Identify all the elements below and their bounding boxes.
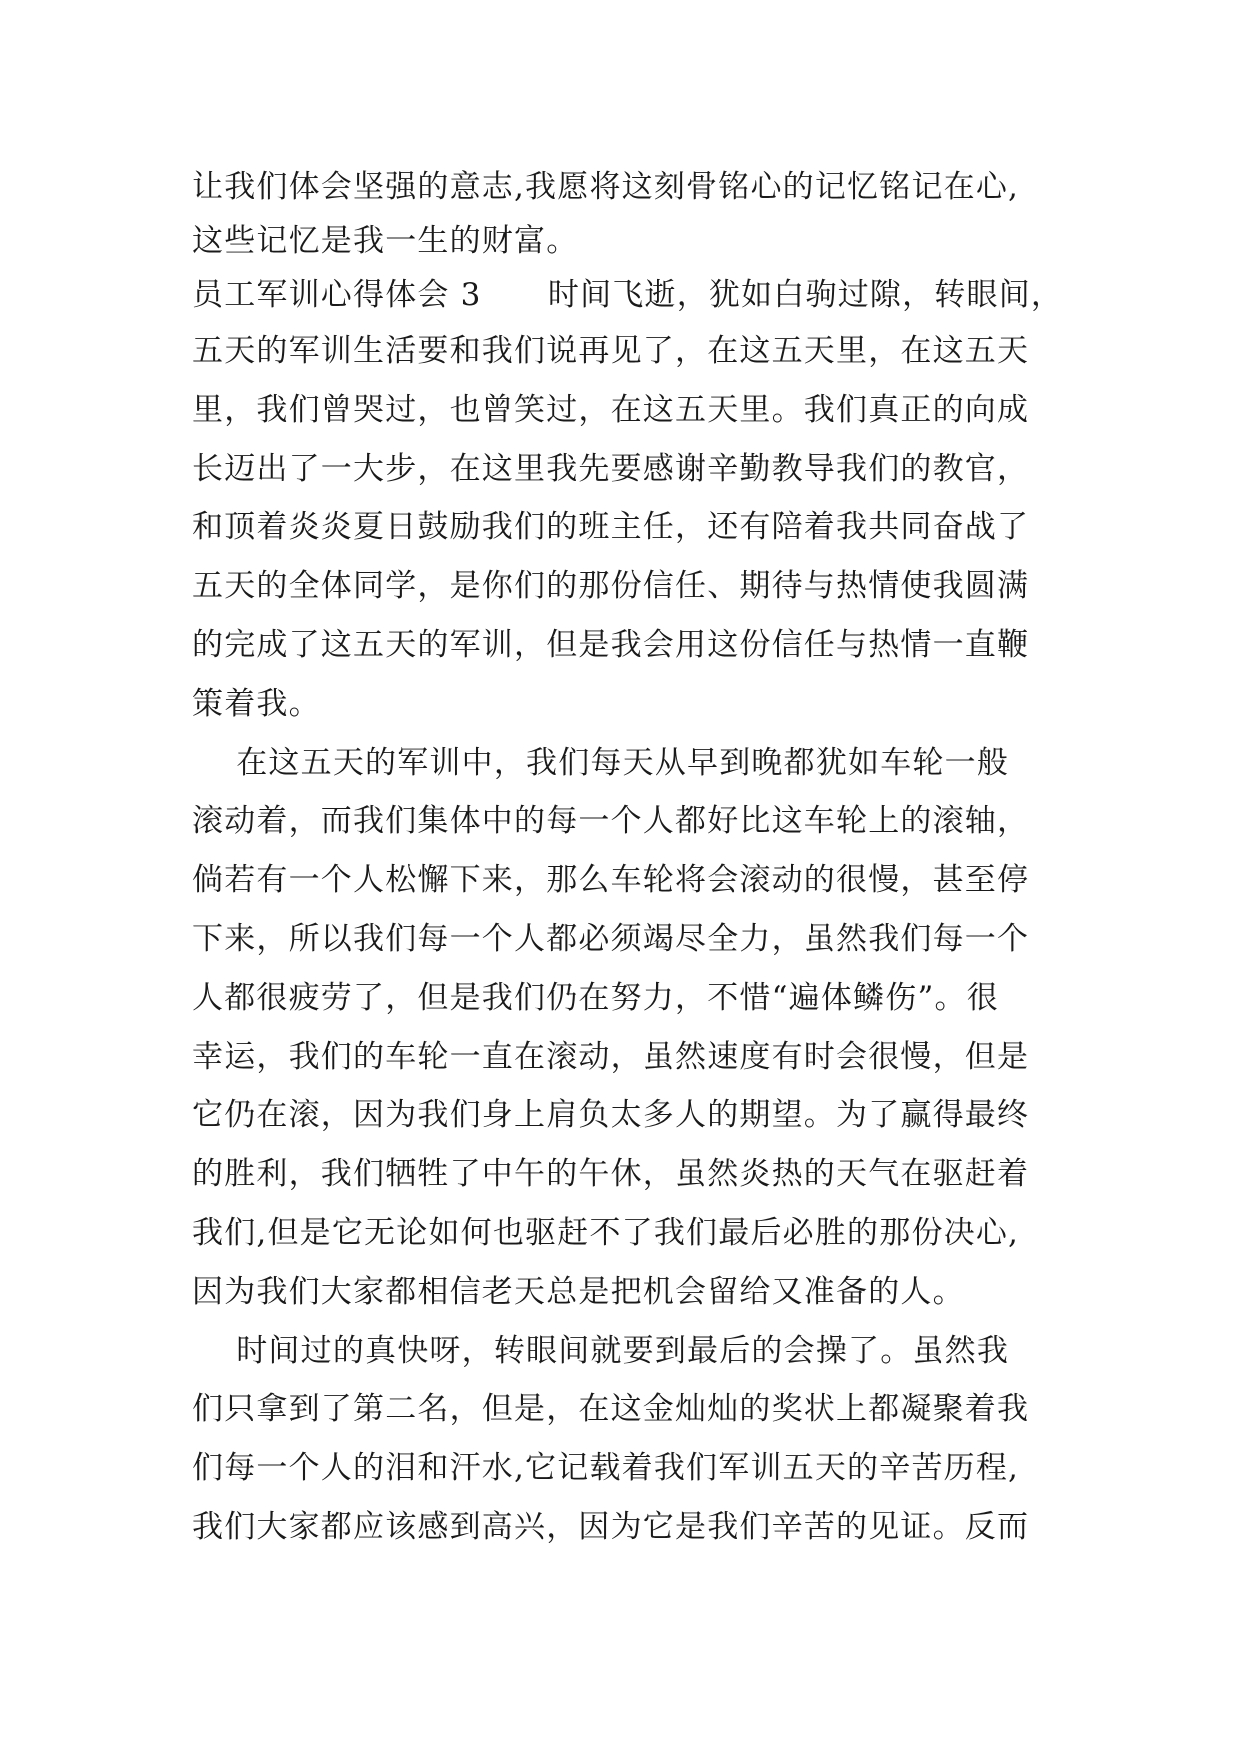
- text-line: 的完成了这五天的军训，但是我会用这份信任与热情一直鞭: [192, 626, 1030, 663]
- text-line: 滚动着，而我们集体中的每一个人都好比这车轮上的滚轴，: [192, 803, 1030, 840]
- text-line: 五天的全体同学，是你们的那份信任、期待与热情使我圆满: [192, 568, 1030, 605]
- text-line: 下来，所以我们每一个人都必须竭尽全力，虽然我们每一个: [192, 920, 1030, 957]
- text-line: 在这五天的军训中，我们每天从早到晚都犹如车轮一般: [192, 744, 1010, 781]
- text-line: 人都很疲劳了，但是我们仍在努力，不惜“遍体鳞伤”。很: [192, 979, 999, 1016]
- text-line: 策着我。: [192, 685, 321, 722]
- text-line: 的胜利，我们牺牲了中午的午休，虽然炎热的天气在驱赶着: [192, 1156, 1030, 1193]
- section-heading-line: 员工军训心得体会 3 时间飞逝，犹如白驹过隙，转眼间，: [192, 277, 1064, 313]
- text-line: 倘若有一个人松懈下来，那么车轮将会滚动的很慢，甚至停: [192, 862, 1030, 899]
- text-line: 们只拿到了第二名，但是，在这金灿灿的奖状上都凝聚着我: [192, 1391, 1030, 1428]
- text-line: 时间过的真快呀，转眼间就要到最后的会操了。虽然我: [192, 1332, 1010, 1369]
- text-line: 五天的军训生活要和我们说再见了，在这五天里，在这五天: [192, 333, 1030, 369]
- document-body: [192, 160, 1072, 1557]
- text-line: 和顶着炎炎夏日鼓励我们的班主任，还有陪着我共同奋战了: [192, 509, 1030, 546]
- text-line: 幸运，我们的车轮一直在滚动，虽然速度有时会很慢，但是: [192, 1038, 1030, 1075]
- text-line: 这些记忆是我一生的财富。: [192, 223, 579, 259]
- text-line: 让我们体会坚强的意志,我愿将这刻骨铭心的记忆铭记在心,: [192, 169, 1020, 205]
- text-line: 它仍在滚，因为我们身上肩负太多人的期望。为了赢得最终: [192, 1097, 1030, 1134]
- text-line: 我们,但是它无论如何也驱赶不了我们最后必胜的那份决心,: [192, 1214, 1020, 1251]
- text-line: 我们大家都应该感到高兴，因为它是我们辛苦的见证。反而: [192, 1508, 1030, 1545]
- text-line: 因为我们大家都相信老天总是把机会留给又准备的人。: [192, 1273, 965, 1310]
- text-line: 长迈出了一大步，在这里我先要感谢辛勤教导我们的教官，: [192, 450, 1030, 487]
- text-line: 们每一个人的泪和汗水,它记载着我们军训五天的辛苦历程,: [192, 1450, 1020, 1487]
- text-line: 里，我们曾哭过，也曾笑过，在这五天里。我们真正的向成: [192, 391, 1030, 428]
